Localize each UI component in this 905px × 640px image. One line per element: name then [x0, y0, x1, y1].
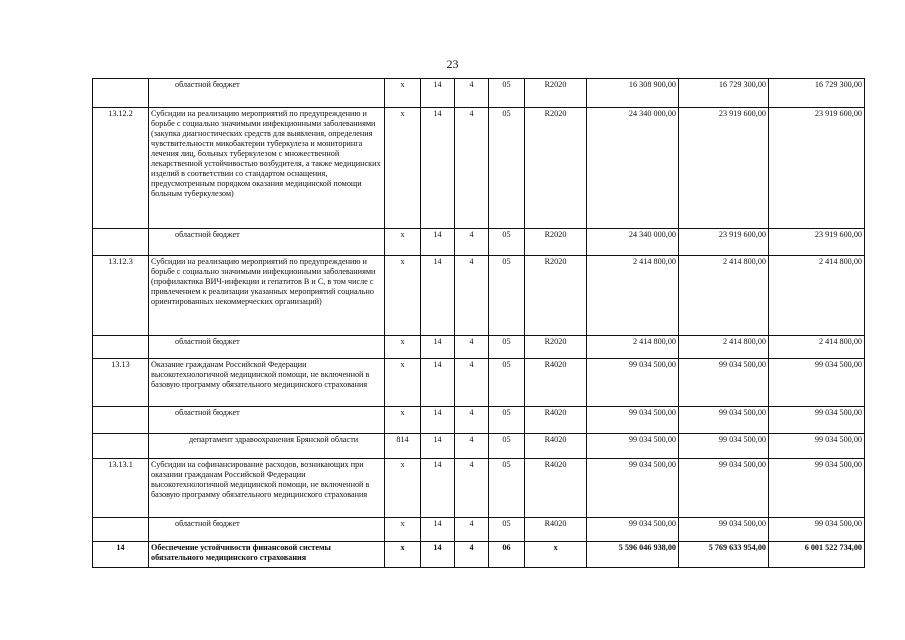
- row-target: [489, 229, 525, 256]
- row-section-text: 14: [433, 460, 442, 469]
- row-grbs: [385, 108, 421, 229]
- row-amount-1-text: 16 308 900,00: [628, 80, 676, 89]
- row-amount-2: [679, 518, 769, 542]
- row-subsection-text: 4: [469, 543, 474, 552]
- row-code-text: R2020: [544, 80, 567, 89]
- row-name-text: Обеспечение устойчивости финансовой системы обязательного медицинского страхования: [151, 543, 331, 562]
- row-number: [93, 336, 149, 359]
- table-row: [93, 407, 865, 434]
- row-amount-1-text: 24 340 000,00: [628, 109, 676, 118]
- row-amount-1-text: 24 340 000,00: [628, 230, 676, 239]
- row-code-text: R4020: [544, 408, 567, 417]
- row-amount-3-text: 99 034 500,00: [814, 519, 862, 528]
- row-grbs: [385, 229, 421, 256]
- row-name-text: областной бюджет: [175, 337, 240, 346]
- row-target: [489, 459, 525, 518]
- row-code-text: R2020: [544, 230, 567, 239]
- row-name-text: областной бюджет: [175, 80, 240, 89]
- row-subsection: [455, 518, 489, 542]
- row-subsection: [455, 79, 489, 108]
- row-amount-1: [587, 407, 679, 434]
- row-amount-3-text: 6 001 522 734,00: [804, 543, 862, 552]
- row-grbs: [385, 336, 421, 359]
- row-target-text: 05: [502, 80, 511, 89]
- row-amount-3: [769, 459, 865, 518]
- row-amount-2: [679, 108, 769, 229]
- row-amount-3: [769, 542, 865, 568]
- row-name: [149, 434, 385, 459]
- row-target-text: 05: [502, 257, 511, 266]
- row-section-text: 14: [433, 435, 442, 444]
- row-grbs: [385, 518, 421, 542]
- row-amount-1-text: 99 034 500,00: [628, 408, 676, 417]
- row-number: [93, 407, 149, 434]
- table-row: [93, 336, 865, 359]
- row-name: [149, 336, 385, 359]
- row-name: [149, 79, 385, 108]
- row-amount-3-text: 23 919 600,00: [814, 230, 862, 239]
- row-grbs: [385, 542, 421, 568]
- row-amount-2-text: 99 034 500,00: [718, 408, 766, 417]
- row-amount-2: [679, 459, 769, 518]
- row-amount-1-text: 99 034 500,00: [628, 435, 676, 444]
- page-number: 23: [446, 57, 459, 71]
- row-name-text: Субсидии на реализацию мероприятий по предупреждению и борьбе с социально значимыми инфекционными заболеваниями (профилактика ВИЧ-инфекции и гепатитов В и С, в том числе с привлечением к реализации указанных мероприятий социально ориентированных некоммерческих организаций): [151, 257, 376, 306]
- row-name: [149, 459, 385, 518]
- row-grbs: [385, 459, 421, 518]
- row-name: [149, 108, 385, 229]
- row-number: [93, 79, 149, 108]
- row-number: [93, 108, 149, 229]
- row-subsection-text: 4: [469, 360, 474, 369]
- row-section: [421, 434, 455, 459]
- row-code: [525, 407, 587, 434]
- row-amount-3-text: 99 034 500,00: [814, 360, 862, 369]
- row-code: [525, 434, 587, 459]
- row-name: [149, 359, 385, 407]
- row-subsection: [455, 459, 489, 518]
- row-amount-3-text: 2 414 800,00: [819, 337, 862, 346]
- row-amount-1: [587, 542, 679, 568]
- row-grbs-text: x: [400, 230, 405, 239]
- row-amount-3: [769, 79, 865, 108]
- row-amount-2-text: 99 034 500,00: [718, 519, 766, 528]
- row-name-text: департамент здравоохранения Брянской области: [189, 435, 359, 444]
- row-amount-2-text: 5 769 633 954,00: [708, 543, 766, 552]
- row-grbs-text: x: [400, 80, 405, 89]
- row-code: [525, 542, 587, 568]
- row-subsection: [455, 542, 489, 568]
- row-amount-2-text: 99 034 500,00: [718, 360, 766, 369]
- row-target: [489, 407, 525, 434]
- row-target: [489, 359, 525, 407]
- row-amount-1-text: 2 414 800,00: [633, 257, 676, 266]
- row-code: [525, 459, 587, 518]
- row-code-text: R4020: [544, 519, 567, 528]
- row-amount-2-text: 2 414 800,00: [723, 257, 766, 266]
- row-number-text: 13.12.2: [108, 109, 133, 118]
- row-amount-3: [769, 229, 865, 256]
- row-name: [149, 518, 385, 542]
- row-amount-1-text: 99 034 500,00: [628, 360, 676, 369]
- row-amount-1-text: 2 414 800,00: [633, 337, 676, 346]
- row-subsection: [455, 336, 489, 359]
- row-amount-2: [679, 434, 769, 459]
- row-section: [421, 359, 455, 407]
- row-section: [421, 407, 455, 434]
- row-amount-1: [587, 459, 679, 518]
- row-name-text: Оказание гражданам Российской Федерации высокотехнологичной медицинской помощи, не включенной в базовую программу обязательного медицинского страхования: [151, 360, 370, 389]
- row-grbs-text: x: [400, 360, 405, 369]
- row-name: [149, 542, 385, 568]
- row-amount-1: [587, 79, 679, 108]
- row-amount-2: [679, 79, 769, 108]
- row-section-text: 14: [433, 80, 442, 89]
- row-target-text: 05: [502, 337, 511, 346]
- row-subsection-text: 4: [469, 230, 474, 239]
- row-subsection-text: 4: [469, 460, 474, 469]
- row-section-text: 14: [433, 408, 442, 417]
- row-amount-2: [679, 256, 769, 336]
- row-grbs-text: x: [400, 543, 405, 552]
- row-section-text: 14: [433, 337, 442, 346]
- row-name-text: Субсидии на софинансирование расходов, возникающих при оказании гражданам Российской Федерации высокотехнологичной медицинской помощи, не включенной в базовую программу обязательного медицинского страхования: [151, 460, 370, 499]
- table-row: [93, 359, 865, 407]
- row-target: [489, 336, 525, 359]
- row-target-text: 05: [502, 109, 511, 118]
- row-amount-2-text: 2 414 800,00: [723, 337, 766, 346]
- row-code-text: R4020: [544, 435, 567, 444]
- row-section-text: 14: [433, 543, 442, 552]
- budget-table: [92, 78, 865, 568]
- row-target: [489, 256, 525, 336]
- row-amount-3-text: 99 034 500,00: [814, 408, 862, 417]
- row-code: [525, 518, 587, 542]
- row-amount-3: [769, 359, 865, 407]
- row-amount-1: [587, 256, 679, 336]
- row-grbs: [385, 79, 421, 108]
- row-subsection: [455, 359, 489, 407]
- row-name: [149, 256, 385, 336]
- row-amount-3: [769, 108, 865, 229]
- row-name-text: Субсидии на реализацию мероприятий по предупреждению и борьбе с социально значимыми инфекционными заболеваниями (закупка диагностических средств для выявления, определения чувствительности микобактерии туберкулеза и мониторинга лечения лиц, больных туберкулезом с множественной лекарственной устойчивостью возбудителя, а также медицинских изделий в соответствии со стандартом оснащения, предусмотренным порядком оказания медицинской помощи больным туберкулезом): [151, 109, 381, 198]
- row-subsection-text: 4: [469, 109, 474, 118]
- row-name-text: областной бюджет: [175, 408, 240, 417]
- row-target-text: 06: [502, 543, 511, 552]
- row-amount-3: [769, 434, 865, 459]
- row-section-text: 14: [433, 230, 442, 239]
- row-amount-2-text: 23 919 600,00: [718, 230, 766, 239]
- row-code: [525, 79, 587, 108]
- row-amount-1: [587, 518, 679, 542]
- row-amount-1: [587, 108, 679, 229]
- row-section: [421, 79, 455, 108]
- row-name-text: областной бюджет: [175, 519, 240, 528]
- row-subsection-text: 4: [469, 435, 474, 444]
- row-grbs-text: 814: [396, 435, 409, 444]
- row-grbs: [385, 359, 421, 407]
- row-amount-3-text: 23 919 600,00: [814, 109, 862, 118]
- row-number: [93, 459, 149, 518]
- row-amount-3: [769, 256, 865, 336]
- row-number: [93, 359, 149, 407]
- row-subsection: [455, 407, 489, 434]
- row-number-text: 13.13: [111, 360, 130, 369]
- row-amount-2-text: 16 729 300,00: [718, 80, 766, 89]
- table-row: [93, 459, 865, 518]
- row-target-text: 05: [502, 230, 511, 239]
- row-number-text: 13.12.3: [108, 257, 133, 266]
- table-row: [93, 108, 865, 229]
- row-amount-1: [587, 229, 679, 256]
- row-section-text: 14: [433, 257, 442, 266]
- row-section: [421, 336, 455, 359]
- row-section-text: 14: [433, 360, 442, 369]
- row-amount-1-text: 99 034 500,00: [628, 460, 676, 469]
- row-target-text: 05: [502, 519, 511, 528]
- row-grbs-text: x: [400, 408, 405, 417]
- row-target: [489, 108, 525, 229]
- row-amount-3-text: 2 414 800,00: [819, 257, 862, 266]
- row-section: [421, 542, 455, 568]
- row-target: [489, 434, 525, 459]
- row-code: [525, 336, 587, 359]
- row-name-text: областной бюджет: [175, 230, 240, 239]
- table-row: [93, 434, 865, 459]
- row-code: [525, 229, 587, 256]
- row-section: [421, 256, 455, 336]
- row-number-text: 14: [116, 543, 125, 552]
- row-grbs-text: x: [400, 257, 405, 266]
- row-target-text: 05: [502, 408, 511, 417]
- row-subsection: [455, 256, 489, 336]
- row-number: [93, 542, 149, 568]
- row-section: [421, 459, 455, 518]
- row-amount-3-text: 16 729 300,00: [814, 80, 862, 89]
- row-subsection-text: 4: [469, 257, 474, 266]
- row-grbs-text: x: [400, 337, 405, 346]
- row-subsection-text: 4: [469, 337, 474, 346]
- row-name: [149, 407, 385, 434]
- row-code-text: R2020: [544, 337, 567, 346]
- table-row: [93, 229, 865, 256]
- row-grbs-text: x: [400, 519, 405, 528]
- table-row: [93, 542, 865, 568]
- row-grbs: [385, 434, 421, 459]
- row-amount-1-text: 99 034 500,00: [628, 519, 676, 528]
- row-amount-2-text: 23 919 600,00: [718, 109, 766, 118]
- row-amount-2-text: 99 034 500,00: [718, 460, 766, 469]
- table-row: [93, 518, 865, 542]
- row-amount-3: [769, 407, 865, 434]
- row-amount-2: [679, 336, 769, 359]
- row-section-text: 14: [433, 519, 442, 528]
- row-target: [489, 518, 525, 542]
- row-target: [489, 542, 525, 568]
- row-section: [421, 108, 455, 229]
- row-number: [93, 434, 149, 459]
- row-amount-3-text: 99 034 500,00: [814, 435, 862, 444]
- row-grbs: [385, 407, 421, 434]
- row-number: [93, 256, 149, 336]
- row-number-text: 13.13.1: [108, 460, 133, 469]
- row-section: [421, 518, 455, 542]
- row-grbs: [385, 256, 421, 336]
- row-amount-2: [679, 407, 769, 434]
- row-section-text: 14: [433, 109, 442, 118]
- row-code: [525, 359, 587, 407]
- row-amount-1: [587, 434, 679, 459]
- row-name: [149, 229, 385, 256]
- row-section: [421, 229, 455, 256]
- row-number: [93, 229, 149, 256]
- row-number: [93, 518, 149, 542]
- row-target-text: 05: [502, 435, 511, 444]
- table-row: [93, 256, 865, 336]
- row-code-text: R4020: [544, 460, 567, 469]
- row-target-text: 05: [502, 360, 511, 369]
- row-subsection-text: 4: [469, 408, 474, 417]
- table-row: [93, 79, 865, 108]
- row-subsection-text: 4: [469, 519, 474, 528]
- row-amount-1: [587, 336, 679, 359]
- row-target: [489, 79, 525, 108]
- row-amount-2: [679, 229, 769, 256]
- row-subsection: [455, 229, 489, 256]
- row-amount-3: [769, 336, 865, 359]
- row-amount-1-text: 5 596 046 938,00: [618, 543, 676, 552]
- row-grbs-text: x: [400, 109, 405, 118]
- row-subsection: [455, 434, 489, 459]
- row-amount-2: [679, 542, 769, 568]
- row-amount-3-text: 99 034 500,00: [814, 460, 862, 469]
- row-subsection: [455, 108, 489, 229]
- row-grbs-text: x: [400, 460, 405, 469]
- row-code: [525, 256, 587, 336]
- row-code-text: R2020: [544, 257, 567, 266]
- row-amount-3: [769, 518, 865, 542]
- row-amount-1: [587, 359, 679, 407]
- row-amount-2-text: 99 034 500,00: [718, 435, 766, 444]
- row-code-text: R4020: [544, 360, 567, 369]
- row-subsection-text: 4: [469, 80, 474, 89]
- row-code-text: x: [553, 543, 558, 552]
- row-code-text: R2020: [544, 109, 567, 118]
- row-target-text: 05: [502, 460, 511, 469]
- row-code: [525, 108, 587, 229]
- row-amount-2: [679, 359, 769, 407]
